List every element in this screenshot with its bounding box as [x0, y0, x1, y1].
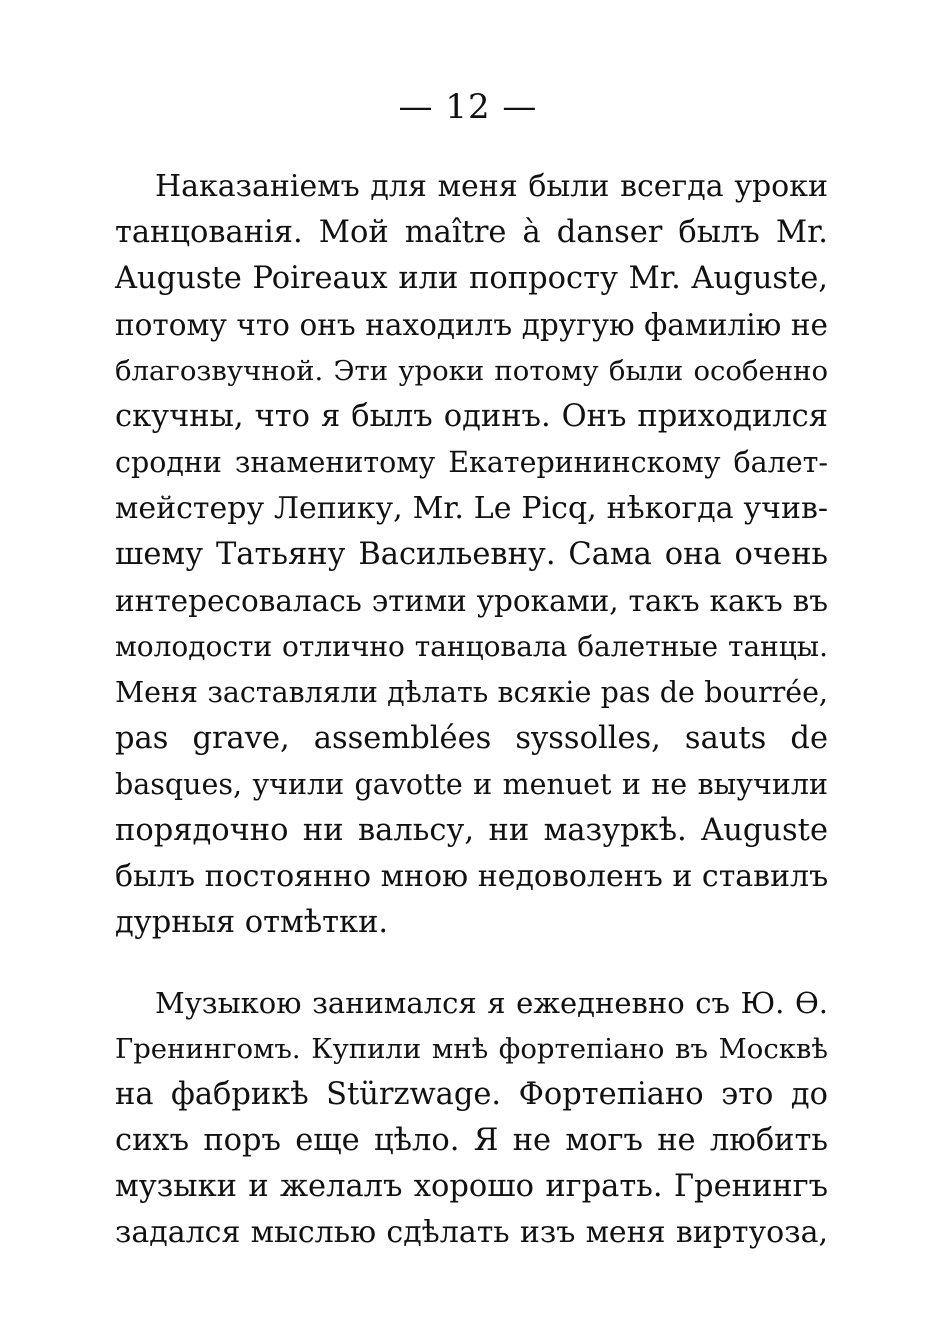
text-line: сихъ поръ еще цѣло. Я не могъ не любить	[115, 1123, 828, 1158]
text-line: basques, учили gavotte и menuet и не выучили	[115, 768, 828, 801]
text-line: Наказаніемъ для меня были всегда уроки	[155, 169, 828, 204]
text-line: порядочно ни вальсу, ни мазуркѣ. Auguste	[115, 813, 828, 848]
text-line: Музыкою занимался я ежедневно съ Ю. Ѳ.	[155, 986, 828, 1020]
paragraph-gap	[115, 946, 828, 980]
text-line: скучны, что я былъ одинъ. Онъ приходился	[115, 399, 828, 434]
text-line: Auguste Poireaux или попросту Mr. Auguste,	[115, 261, 828, 296]
text-line: Гренингомъ. Купили мнѣ фортепіано въ Москвѣ	[115, 1033, 828, 1065]
text-line: музыки и желалъ хорошо играть. Гренингъ	[115, 1169, 828, 1204]
text-line: интересовалась этими уроками, такъ какъ въ	[115, 584, 828, 618]
text-line: дурныя отмѣтки.	[115, 905, 389, 940]
text-body	[115, 164, 828, 1256]
text-line: благозвучной. Эти уроки потому были особенно	[115, 355, 828, 387]
text-line: сродни знаменитому Екатерининскому балет-	[115, 446, 828, 479]
text-line: былъ постоянно мною недоволенъ и ставилъ	[115, 859, 829, 894]
paragraph	[115, 164, 828, 946]
text-line: на фабрикѣ Stürzwage. Фортепіано это до	[115, 1077, 828, 1112]
text-line: мейстеру Лепику, Mr. Le Picq, нѣкогда учив-	[115, 491, 828, 526]
text-line: потому что онъ находилъ другую фамилію не	[115, 308, 828, 342]
text-line: задался мыслью сдѣлать изъ меня виртуоза,	[115, 1215, 828, 1250]
text-line: Меня заставляли дѣлать всякіе pas de bourrée,	[115, 676, 828, 709]
text-line: шему Татьяну Васильевну. Сама она очень	[115, 537, 828, 572]
text-line: pas grave, assemblées syssolles, sauts de	[115, 721, 828, 756]
text-line: танцованія. Мой maître à danser былъ Mr.	[115, 215, 828, 250]
paragraph	[115, 980, 828, 1256]
page-number: — 12 —	[398, 87, 538, 127]
text-line: молодости отлично танцовала балетные танцы.	[115, 630, 828, 663]
